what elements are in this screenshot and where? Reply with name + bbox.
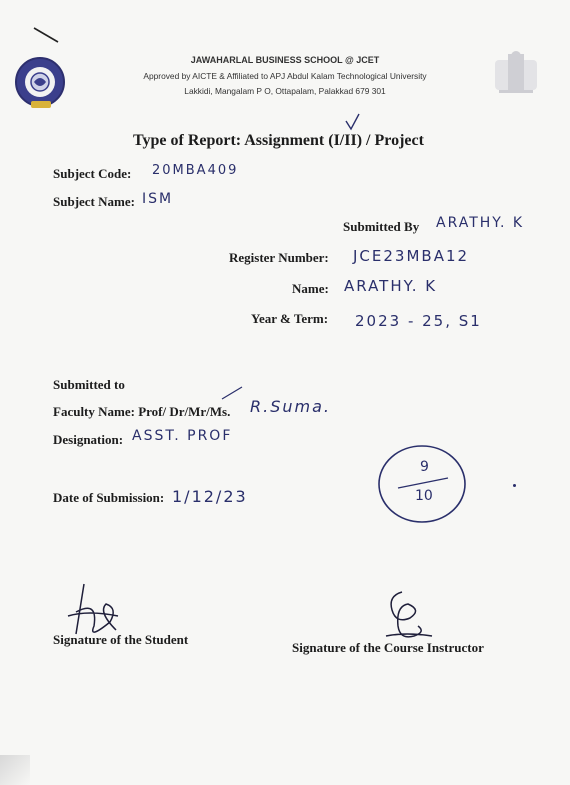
designation-value: ASST. PROF bbox=[132, 428, 233, 444]
approval-line: Approved by AICTE & Affiliated to APJ Abdul Kalam Technological University bbox=[143, 71, 427, 81]
score-circle bbox=[376, 443, 468, 525]
submitted-by-value: ARATHY. K bbox=[436, 215, 525, 231]
submitted-by-label: Submitted By bbox=[343, 219, 420, 234]
register-number-label: Register Number: bbox=[229, 250, 329, 265]
designation-label: Designation: bbox=[53, 432, 124, 447]
subject-code-label: Subject Code: bbox=[53, 166, 132, 181]
subject-name-value: ISM bbox=[142, 191, 174, 207]
instructor-signature-label: Signature of the Course Instructor bbox=[292, 640, 484, 655]
date-of-submission-label: Date of Submission: bbox=[53, 490, 165, 505]
name-label: Name: bbox=[292, 281, 329, 296]
submitted-to-label: Submitted to bbox=[53, 377, 125, 392]
instructor-signature bbox=[378, 588, 436, 646]
logo-ribbon bbox=[31, 101, 51, 108]
check-mark bbox=[344, 112, 362, 132]
student-signature-label: Signature of the Student bbox=[53, 632, 189, 647]
faculty-name-value: R.Suma. bbox=[250, 397, 331, 416]
faculty-name-label: Faculty Name: Prof/ Dr/Mr/Ms. bbox=[53, 404, 231, 419]
school-name: JAWAHARLAL BUSINESS SCHOOL @ JCET bbox=[190, 55, 380, 65]
year-term-value: 2023 - 25, S1 bbox=[355, 312, 482, 330]
score-total: 10 bbox=[415, 488, 433, 504]
report-type-title: Type of Report: Assignment (I/II) / Project bbox=[133, 132, 424, 149]
year-term-label: Year & Term: bbox=[251, 311, 329, 326]
strike-mark bbox=[220, 385, 244, 401]
ink-dot bbox=[513, 484, 516, 487]
address-line: Lakkidi, Mangalam P O, Ottapalam, Palakkad 679 301 bbox=[184, 86, 386, 96]
pen-mark bbox=[32, 24, 62, 46]
date-of-submission-value: 1/12/23 bbox=[172, 487, 248, 506]
subject-code-value: 20MBA409 bbox=[152, 163, 239, 178]
score-obtained: 9 bbox=[420, 459, 429, 475]
name-value: ARATHY. K bbox=[344, 277, 438, 295]
page-corner-shadow bbox=[0, 755, 30, 785]
register-number-value: JCE23MBA12 bbox=[353, 247, 470, 265]
college-logo bbox=[15, 57, 65, 107]
institution-emblem bbox=[493, 50, 539, 98]
subject-name-label: Subject Name: bbox=[53, 194, 135, 209]
